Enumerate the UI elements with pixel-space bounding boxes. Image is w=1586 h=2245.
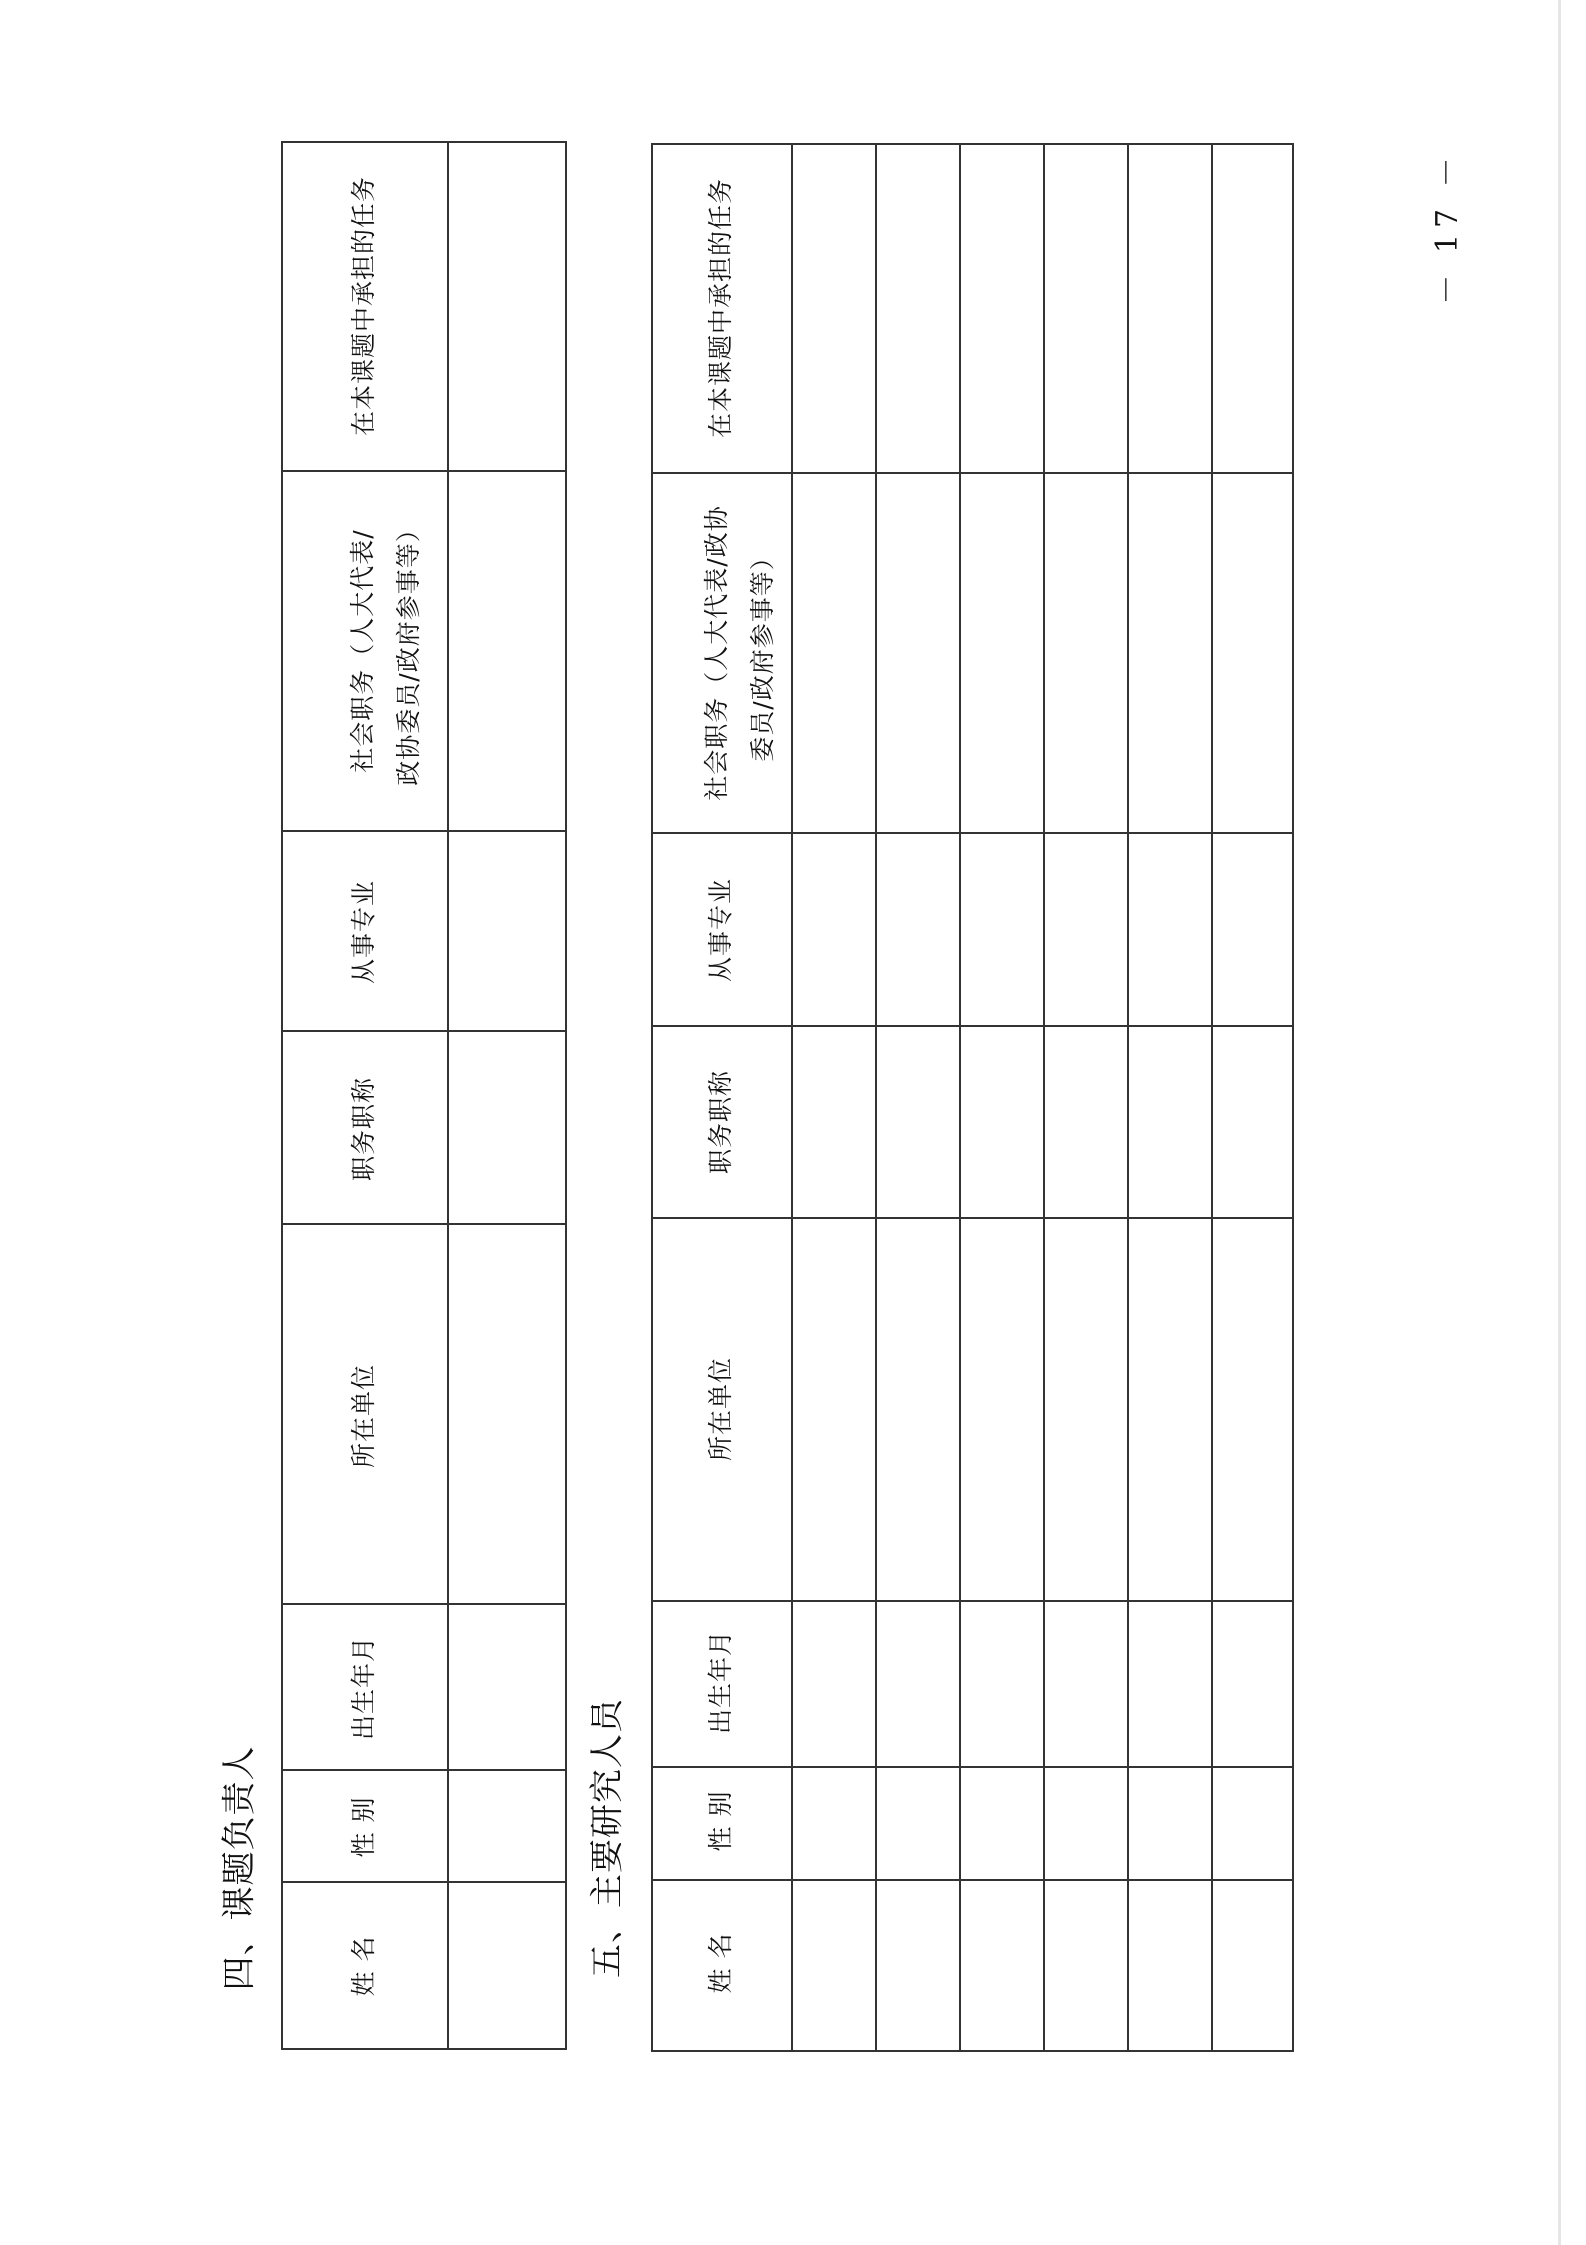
s5-header-unit: 所在单位: [706, 1356, 735, 1462]
s5-cell: [1128, 144, 1212, 473]
s4-value-task: [448, 142, 566, 471]
s5-cell: [1044, 1601, 1128, 1767]
s4-value-major: [448, 831, 566, 1031]
s5-cell: [792, 1601, 876, 1767]
s5-cell: [960, 1601, 1044, 1767]
s5-cell: [1212, 1601, 1293, 1767]
s5-row-name: [652, 1880, 1293, 2051]
s5-cell: [1212, 473, 1293, 833]
s5-header-name: 姓 名: [706, 1932, 735, 1994]
s5-cell: [1212, 1218, 1293, 1601]
s5-cell: [1212, 1880, 1293, 2051]
s5-cell: [1044, 1026, 1128, 1218]
s5-cell: [960, 1880, 1044, 2051]
s5-cell: [1044, 833, 1128, 1026]
s5-cell: [1128, 1218, 1212, 1601]
s5-cell: [792, 1026, 876, 1218]
s4-header-title: 职务职称: [349, 1076, 378, 1182]
s5-cell: [1044, 1880, 1128, 2051]
s5-row-birth: [652, 1601, 1293, 1767]
s4-value-title: [448, 1031, 566, 1224]
section5-title: 五、主要研究人员: [587, 1698, 628, 1978]
s5-cell: [792, 473, 876, 833]
s5-header-major: 从事专业: [706, 877, 735, 983]
s5-cell: [792, 1880, 876, 2051]
s5-cell: [876, 1218, 960, 1601]
s5-header-task: 在本课题中承担的任务: [706, 177, 735, 439]
s5-cell: [876, 1026, 960, 1218]
s5-header-title: 职务职称: [706, 1069, 735, 1175]
scan-edge-shadow: [1558, 0, 1561, 2245]
s5-cell: [1212, 833, 1293, 1026]
s5-cell: [1212, 1767, 1293, 1880]
s5-cell: [1128, 1601, 1212, 1767]
section5-table: [651, 143, 1294, 2052]
s5-cell: [876, 1880, 960, 2051]
s5-cell: [1212, 144, 1293, 473]
s5-cell: [792, 1767, 876, 1880]
s4-header-social: [340, 516, 432, 785]
s5-cell: [876, 833, 960, 1026]
s5-row-title: [652, 1026, 1293, 1218]
s5-header-gender: 性 别: [706, 1790, 735, 1852]
s5-cell: [876, 1601, 960, 1767]
s5-cell: [1212, 1026, 1293, 1218]
s5-cell: [1128, 1880, 1212, 2051]
section4-title: 四、课题负责人: [219, 1745, 260, 1991]
s5-header-birth: 出生年月: [706, 1629, 735, 1735]
s5-cell: [1044, 1218, 1128, 1601]
s5-header-social: [694, 505, 786, 800]
s4-value-unit: [448, 1224, 566, 1604]
s5-cell: [1128, 1767, 1212, 1880]
section4-table: [281, 141, 567, 2050]
s5-cell: [1044, 144, 1128, 473]
s4-header-birth: 出生年月: [349, 1635, 378, 1741]
s4-header-major: 从事专业: [349, 879, 378, 985]
s5-cell: [876, 144, 960, 473]
s4-header-social-line1: 社会职务（人大代表/: [348, 529, 377, 773]
s5-cell: [1128, 833, 1212, 1026]
s4-header-gender: 性 别: [349, 1796, 378, 1858]
s5-cell: [792, 1218, 876, 1601]
s5-cell: [876, 473, 960, 833]
s4-header-task: 在本课题中承担的任务: [349, 175, 378, 437]
s5-cell: [876, 1767, 960, 1880]
s5-cell: [960, 833, 1044, 1026]
s5-row-gender: [652, 1767, 1293, 1880]
s5-cell: [960, 1767, 1044, 1880]
s5-cell: [1044, 1767, 1128, 1880]
s4-header-social-line2: 政协委员/政府参事等）: [394, 516, 423, 786]
s5-row-major: [652, 833, 1293, 1026]
s5-cell: [1044, 473, 1128, 833]
s5-cell: [1128, 1026, 1212, 1218]
s4-value-name: [448, 1882, 566, 2049]
s5-row-unit: [652, 1218, 1293, 1601]
s4-header-unit: 所在单位: [349, 1363, 378, 1469]
s4-value-birth: [448, 1604, 566, 1770]
s4-header-name: 姓 名: [349, 1935, 378, 1997]
s5-cell: [960, 473, 1044, 833]
s4-value-gender: [448, 1770, 566, 1882]
s5-cell: [960, 1026, 1044, 1218]
s5-cell: [960, 144, 1044, 473]
s5-cell: [792, 144, 876, 473]
s5-cell: [792, 833, 876, 1026]
s5-header-social-line1: 社会职务（人大代表/政协: [702, 505, 731, 801]
page-number: － 17 －: [1430, 151, 1465, 305]
s4-value-social: [448, 471, 566, 831]
s5-header-social-line2: 委员/政府参事等）: [748, 544, 777, 762]
s5-cell: [960, 1218, 1044, 1601]
s5-row-task: [652, 144, 1293, 473]
s5-cell: [1128, 473, 1212, 833]
